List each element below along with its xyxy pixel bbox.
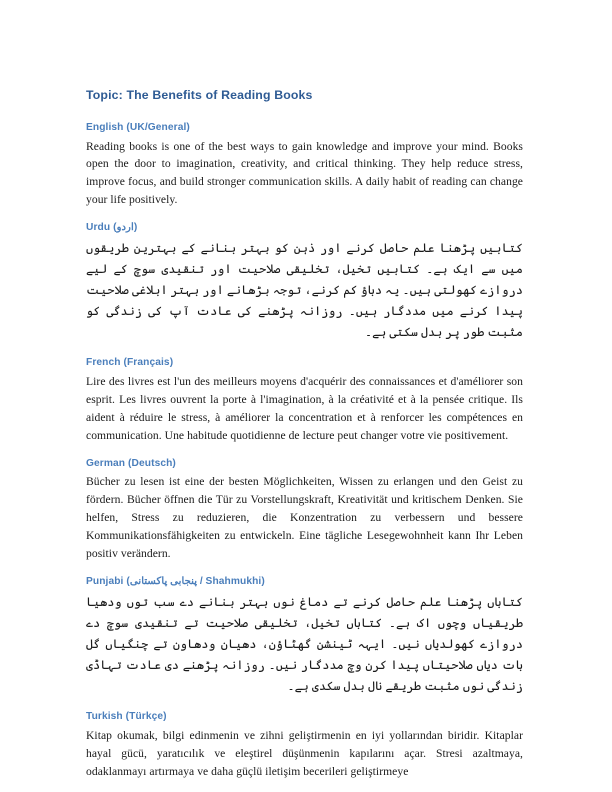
section-body-french: Lire des livres est l'un des meilleurs moyens d'acquérir des connaissances et d'améliorer son esprit. Les livres ouvrent la porte à l'imagination, à la créativité et à la pensée critique. Ils aident à réduire le stress, à améliorer la concentration et à renforcer les compétences en communication. Une habitude quotidienne de lecture peut changer votre vie positivement. xyxy=(86,374,523,442)
section-heading-english: English (UK/General) xyxy=(86,121,190,133)
section-heading-punjabi: Punjabi (پنجابی پاکستانی / Shahmukhi) xyxy=(86,576,265,588)
section-body-punjabi: کتاباں پڑھنا علم حاصل کرنے تے دماغ نوں بہتر بنانے دے سب توں ودھیا طریقیاں وچوں اک ہے۔ کتاباں تخیل، تخلیقی صلاحیت تے تنقیدی سوچ دے دروازے کھولدیاں نیں۔ ایہہ ٹینشن گھٹاؤن، دھیان ودھاون تے چنگیاں گل بات دیاں صلاحیتاں پیدا کرن وچ مددگار نیں۔ روزانہ پڑھنے دی عادت تہاڈی زندگی نوں مثبت طریقے نال بدل سکدی ہے۔ xyxy=(86,595,523,693)
section-punjabi xyxy=(86,576,523,697)
section-body-urdu: کتابیں پڑھنا علم حاصل کرنے اور ذہن کو بہتر بنانے کے بہترین طریقوں میں سے ایک ہے۔ کتابیں تخیل، تخلیقی صلاحیت اور تنقیدی سوچ کے لیے دروازے کھولتی ہیں۔ یہ دباؤ کم کرنے، توجہ بڑھانے اور بہتر ابلاغی صلاحیت پیدا کرنے میں مددگار ہیں۔ روزانہ پڑھنے کی عادت آپ کی زندگی کو مثبت طور پر بدل سکتی ہے۔ xyxy=(86,241,523,340)
section-english xyxy=(86,122,523,210)
section-german xyxy=(86,458,523,564)
section-french xyxy=(86,357,523,445)
section-heading-urdu: Urdu (اردو) xyxy=(86,222,138,234)
section-body-german: Bücher zu lesen ist eine der besten Möglichkeiten, Wissen zu erlangen und den Geist zu fördern. Bücher öffnen die Tür zu Vorstellungskraft, Kreativität und kritischem Denken. Sie helfen, Stress zu reduzieren, die Konzentration zu verbessern und bessere Kommunikationsfähigkeiten zu entwickeln. Eine tägliche Lesegewohnheit kann Ihr Leben positiv verändern. xyxy=(86,475,523,561)
document-content xyxy=(86,88,523,781)
section-heading-turkish: Turkish (Türkçe) xyxy=(86,710,167,722)
page-title: Topic: The Benefits of Reading Books xyxy=(86,88,313,102)
section-turkish xyxy=(86,711,523,781)
section-body-english: Reading books is one of the best ways to gain knowledge and improve your mind. Books open the door to imagination, creativity, and critical thinking. They help reduce stress, improve focus, and build stronger communication skills. A daily habit of reading can change your life positively. xyxy=(86,139,523,207)
section-urdu xyxy=(86,222,523,343)
section-body-turkish: Kitap okumak, bilgi edinmenin ve zihni geliştirmenin en iyi yollarından biridir. Kitaplar hayal gücü, yaratıcılık ve eleştirel düşünmenin kapılarını açar. Stresi azaltmaya, odaklanmayı artırmaya ve daha güçlü iletişim becerileri geliştirmeye xyxy=(86,728,523,778)
section-heading-german: German (Deutsch) xyxy=(86,457,176,469)
section-heading-french: French (Français) xyxy=(86,357,174,369)
